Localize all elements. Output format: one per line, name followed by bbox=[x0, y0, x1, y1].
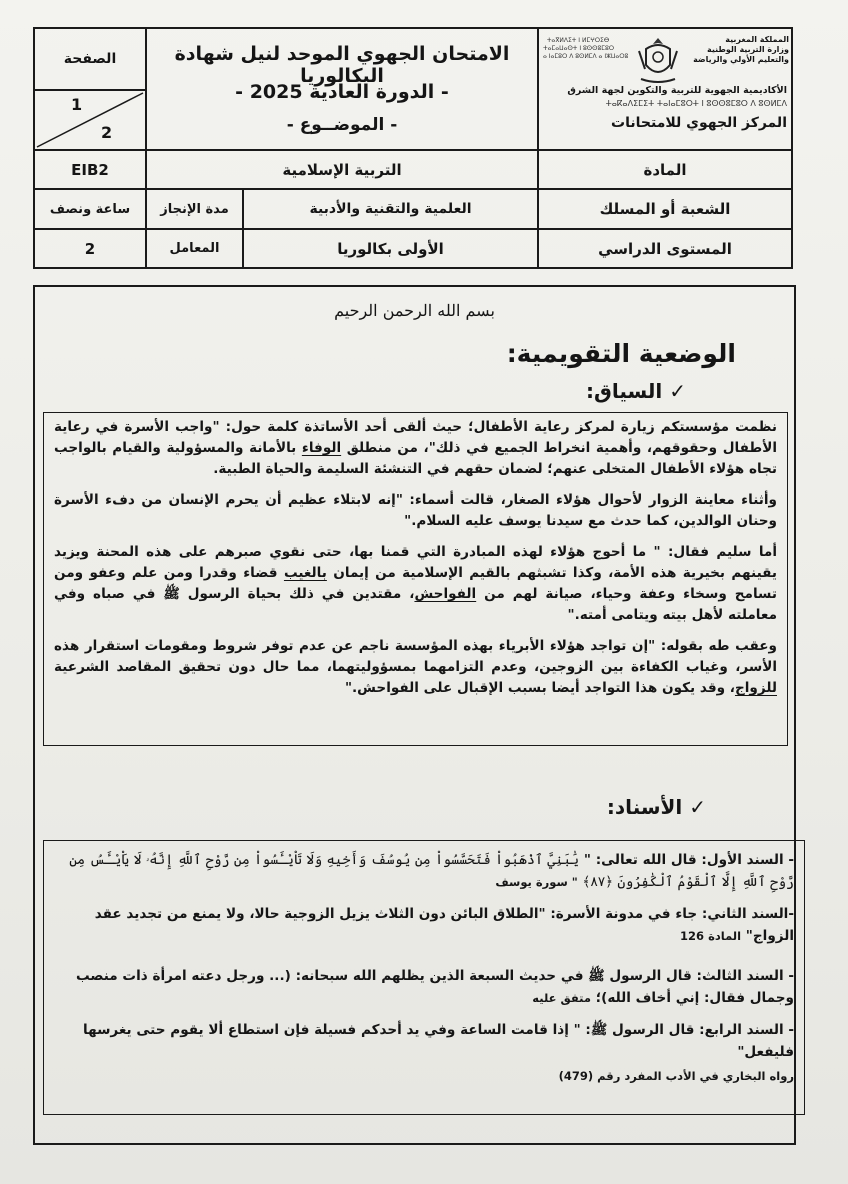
sources-box bbox=[43, 840, 805, 1115]
branch-label: الشعبة أو المسلك bbox=[599, 200, 731, 218]
level-label: المستوى الدراسي bbox=[598, 239, 732, 258]
source-2 bbox=[54, 903, 794, 947]
academy-name: الأكاديمية الجهوية للتربية والتكوين لجهة الشرق bbox=[567, 85, 787, 96]
underlined-term: الوفاء bbox=[301, 440, 342, 456]
context-text: بالأمانة والمسؤولية والقيام بالواجب تجاه هؤلاء الأطفال المتخلى عنهم؛ لضمان حقهم في التنشئة السليمة والحياة الطبية. bbox=[54, 440, 777, 477]
coef-value: 2 bbox=[84, 239, 96, 258]
ministry-name: المملكة المغربية وزارة التربية الوطنية والتعليم الأولي والرياضة bbox=[693, 35, 789, 64]
branch-value: العلمية والتقنية والأدبية bbox=[309, 201, 472, 217]
duration-value: ساعة ونصف bbox=[49, 201, 131, 217]
subject-value: التربية الإسلامية bbox=[282, 160, 402, 179]
source-reference: المادة 126 bbox=[680, 929, 742, 943]
context-text: ، مقتدين في ذلك بحياة الرسول ﷺ في صباه وفي معاملته لأهل بيته ويتامى أمته." bbox=[54, 586, 777, 623]
sources-heading: ✓ الأسناد: bbox=[606, 795, 706, 819]
duration-label: مدة الإنجاز bbox=[160, 201, 229, 217]
exam-session: - الدورة العادية 2025 - bbox=[235, 81, 449, 103]
page-label: الصفحة bbox=[63, 51, 117, 67]
context-paragraph bbox=[54, 542, 777, 626]
source-text: - السند الثالث: قال الرسول ﷺ في حديث السبعة الذين يظلهم الله سبحانه: (... ورجل دعته امرأة ذات منصب وجمال فقال: إني أخاف الله)؛ bbox=[75, 968, 794, 1006]
page-total: 2 bbox=[101, 123, 113, 142]
basmala: بسم الله الرحمن الرحيم bbox=[334, 301, 495, 320]
exam-header-table bbox=[33, 27, 793, 269]
coef-label: المعامل bbox=[169, 241, 220, 256]
source-label: - السند الأول: قال الله تعالى: " bbox=[579, 852, 794, 868]
context-text: ، وقد يكون هذا التواجد أيضا بسبب الإقبال على الفواحش." bbox=[344, 680, 735, 696]
exam-center: المركز الجهوي للامتحانات bbox=[611, 115, 787, 131]
level-value: الأولى بكالوريا bbox=[337, 239, 444, 258]
source-text: -السند الثاني: جاء في مدونة الأسرة: "الطلاق البائن دون الثلاث يزيل الزوجية حالا، ولا يمنع من تجديد عقد الزواج" bbox=[94, 906, 794, 944]
context-box bbox=[43, 412, 788, 746]
context-text: نظمت مؤسستكم زيارة لمركز رعاية الأطفال؛ حيث ألقى أحد الأساتذة كلمة حول: "واجب الأسرة في رعاية الأطفال وحقوقهم، وأهمية انخراط الجميع في ذلك"، من منطلق bbox=[54, 419, 777, 456]
subject-label: المادة bbox=[643, 160, 687, 179]
source-reference: " سورة يوسف bbox=[495, 875, 578, 889]
source-4: - السند الرابع: قال الرسول ﷺ: " إذا قامت الساعة وفي يد أحدكم فسيلة فإن استطاع ألا يقوم حتى يغرسها فليفعل" bbox=[82, 1022, 794, 1060]
situation-title: الوضعية التقويمية: bbox=[506, 339, 736, 368]
context-heading: ✓ السياق: bbox=[586, 379, 686, 403]
source-3 bbox=[54, 965, 794, 1009]
exam-subject-heading: - الموضــوع - bbox=[286, 115, 398, 135]
exam-body bbox=[33, 285, 796, 1145]
context-text: أما سليم فقال: " ما أحوج هؤلاء لهذه المبادرة التي قمنا بها، حتى نقوي صبرهم على هذه المحنة ويزيد يقينهم بخيرية هذه الأمة، وكذا تشبثهم بالقيم الإسلامية من إيمان bbox=[54, 544, 777, 581]
exam-title: الامتحان الجهوي الموحد لنيل شهادة البكالوريا bbox=[174, 43, 510, 87]
underlined-term: الفواحش bbox=[414, 586, 477, 602]
underlined-term: بالغيب bbox=[283, 565, 327, 581]
ministry-tifinagh: ⵜⴰⴳⵍⴷⵉⵜ ⵏ ⵍⵎⵖⵔⵉⴱ ⵜⴰⵎⴰⵡⴰⵙⵜ ⵏ ⵓⵙⵙⵓⵎⵓⵔ ⴰ ⵏⴰⵎⵓⵔ ⴷ ⵓⵙⵍⵎⴷ ⴰ ⵏⵣⵡⴰⵔⵓ bbox=[543, 37, 629, 60]
context-text: قضاء وقدرا ومن علم وعفو ومن تسامح وسخاء وعفة وحياء، صيانة لهم من bbox=[54, 565, 777, 602]
academy-tifinagh: ⵜⴰⴽⴰⴷⵉⵎⵉⵜ ⵜⴰⵏⴰⵎⵓⵔⵜ ⵏ ⵓⵙⵙⵓⵎⵓⵔ ⴷ ⵓⵙⵍⵎⴷ bbox=[605, 99, 787, 108]
source-reference: متفق عليه bbox=[532, 991, 591, 1005]
subject-code: EIB2 bbox=[71, 160, 109, 179]
context-paragraph bbox=[54, 417, 777, 480]
context-paragraph: وأثناء معاينة الزوار لأحوال هؤلاء الصغار، قالت أسماء: "إنه لابتلاء عظيم أن يحرم الإنسان من دفء الأسرة وحنان الوالدين، كما حدث مع سيدنا يوسف عليه السلام." bbox=[54, 492, 777, 529]
page-diagonal bbox=[35, 91, 145, 149]
source-4-reference: رواه البخاري في الأدب المفرد رقم (479) bbox=[558, 1069, 794, 1083]
quran-verse: يَٰبَنِيَّ ٱذْهَبُواْ فَتَحَسَّسُواْ مِن يُوسُفَ وَأَخِيهِ وَلَا تَاْيْـَٔسُواْ مِن رَّوْحِ ٱللَّهِ إِنَّهُۥ لَا يَاْيْـَٔسُ مِن رَّوْحِ ٱللَّهِ إِلَّا ٱلْقَوْمُ ٱلْكَٰفِرُونَ ﴿٨٧﴾ bbox=[69, 852, 794, 890]
coat-of-arms-icon bbox=[633, 35, 683, 85]
context-text: وعقب طه بقوله: "إن تواجد هؤلاء الأبرياء بهذه المؤسسة ناجم عن عدم توفر شروط ومقومات استقرار هذه الأسر، وغياب الكفاءة بين الزوجين، وعدم التزامهما بمسؤوليتهما، مما حال دون تحقيق المقاصد الشرعية bbox=[54, 638, 777, 675]
underlined-term: للزواج bbox=[734, 680, 777, 696]
page-current: 1 bbox=[71, 95, 83, 114]
source-1 bbox=[54, 849, 794, 893]
context-paragraph bbox=[54, 636, 777, 699]
